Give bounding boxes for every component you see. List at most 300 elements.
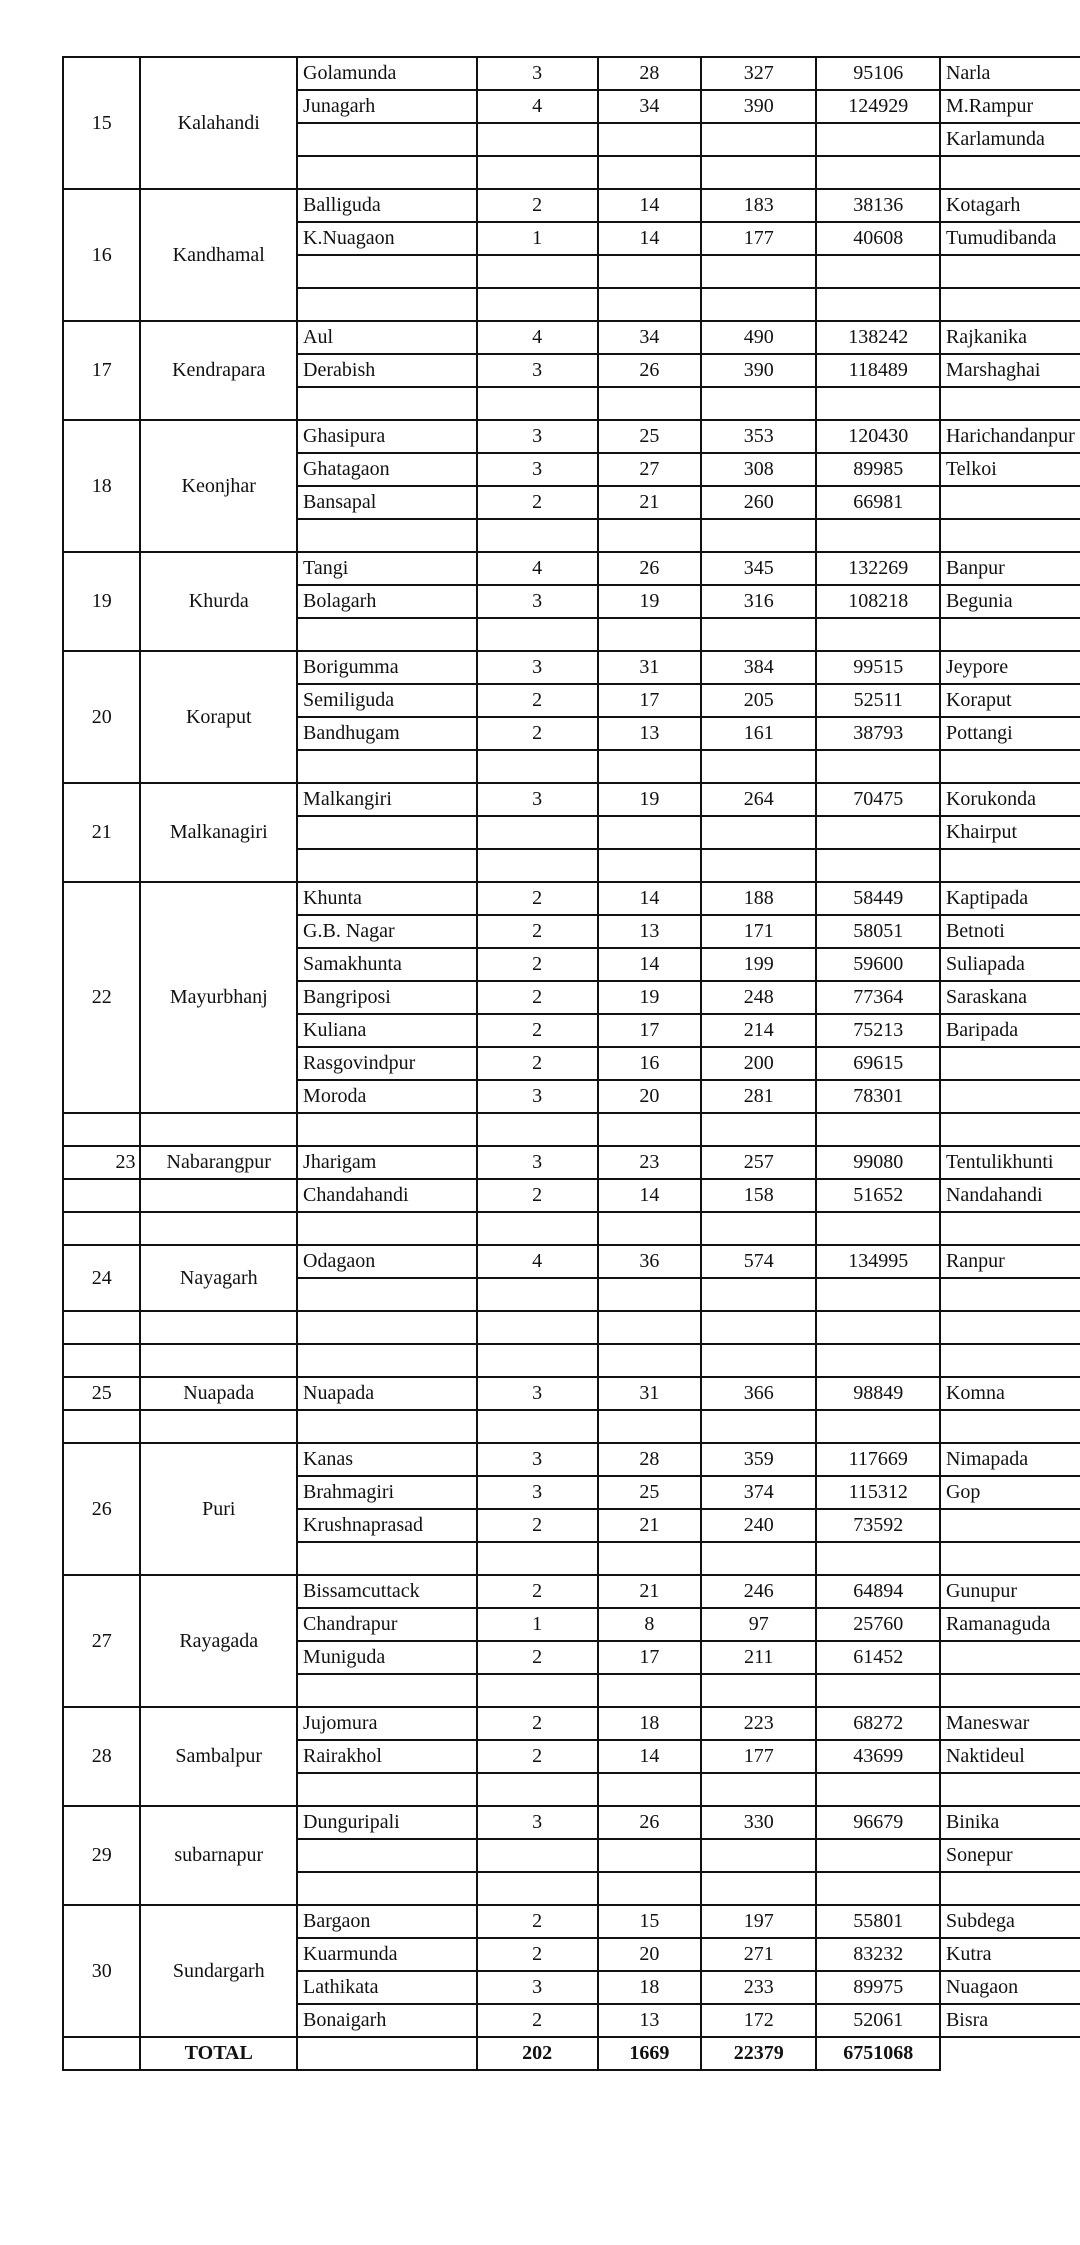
count-c-cell: 366 bbox=[701, 1377, 816, 1410]
block-cell bbox=[297, 519, 476, 552]
count-b-cell: 19 bbox=[598, 783, 701, 816]
count-a-cell: 2 bbox=[477, 189, 598, 222]
count-c-cell: 223 bbox=[701, 1707, 816, 1740]
count-a-cell: 2 bbox=[477, 1938, 598, 1971]
population-cell bbox=[816, 1542, 940, 1575]
count-b-cell: 18 bbox=[598, 1707, 701, 1740]
population-cell bbox=[816, 123, 940, 156]
count-a-cell: 2 bbox=[477, 1707, 598, 1740]
town-cell bbox=[940, 1080, 1080, 1113]
count-a-cell bbox=[477, 1773, 598, 1806]
count-a-cell bbox=[477, 519, 598, 552]
total-blank-cell bbox=[297, 2037, 476, 2070]
population-cell: 99515 bbox=[816, 651, 940, 684]
count-b-cell: 16 bbox=[598, 1047, 701, 1080]
count-b-cell: 13 bbox=[598, 2004, 701, 2037]
population-cell: 89975 bbox=[816, 1971, 940, 2004]
count-a-cell: 2 bbox=[477, 948, 598, 981]
count-a-cell: 2 bbox=[477, 717, 598, 750]
town-cell: Begunia bbox=[940, 585, 1080, 618]
count-b-cell: 14 bbox=[598, 948, 701, 981]
table-row bbox=[63, 321, 1080, 354]
count-c-cell: 200 bbox=[701, 1047, 816, 1080]
count-c-cell bbox=[701, 816, 816, 849]
count-b-cell: 26 bbox=[598, 1806, 701, 1839]
serial-number-cell: 20 bbox=[63, 651, 140, 783]
population-cell: 117669 bbox=[816, 1443, 940, 1476]
count-a-cell: 2 bbox=[477, 2004, 598, 2037]
block-cell bbox=[297, 1344, 476, 1377]
serial-number-cell: 25 bbox=[63, 1377, 140, 1410]
count-a-cell bbox=[477, 156, 598, 189]
count-a-cell: 4 bbox=[477, 321, 598, 354]
block-cell bbox=[297, 1278, 476, 1311]
count-a-cell bbox=[477, 618, 598, 651]
town-cell bbox=[940, 1509, 1080, 1542]
count-b-cell: 14 bbox=[598, 1740, 701, 1773]
block-cell: Odagaon bbox=[297, 1245, 476, 1278]
count-a-cell: 3 bbox=[477, 1806, 598, 1839]
block-cell: Semiliguda bbox=[297, 684, 476, 717]
population-cell: 25760 bbox=[816, 1608, 940, 1641]
count-b-cell: 34 bbox=[598, 321, 701, 354]
block-cell bbox=[297, 1542, 476, 1575]
count-b-cell: 20 bbox=[598, 1080, 701, 1113]
table-row bbox=[63, 1575, 1080, 1608]
count-c-cell: 199 bbox=[701, 948, 816, 981]
count-c-cell bbox=[701, 387, 816, 420]
count-c-cell: 359 bbox=[701, 1443, 816, 1476]
district-cell bbox=[140, 1179, 297, 1212]
block-cell: Jujomura bbox=[297, 1707, 476, 1740]
count-c-cell: 246 bbox=[701, 1575, 816, 1608]
population-cell: 52061 bbox=[816, 2004, 940, 2037]
count-c-cell: 211 bbox=[701, 1641, 816, 1674]
count-b-cell: 26 bbox=[598, 354, 701, 387]
district-cell: Kalahandi bbox=[140, 57, 297, 189]
population-cell bbox=[816, 1773, 940, 1806]
town-cell: Jeypore bbox=[940, 651, 1080, 684]
district-cell: Sambalpur bbox=[140, 1707, 297, 1806]
total-blank-cell bbox=[63, 2037, 140, 2070]
population-cell bbox=[816, 288, 940, 321]
population-cell bbox=[816, 1212, 940, 1245]
count-b-cell bbox=[598, 750, 701, 783]
block-cell bbox=[297, 1113, 476, 1146]
serial-number-cell bbox=[63, 1344, 140, 1377]
block-cell bbox=[297, 849, 476, 882]
block-cell: Kanas bbox=[297, 1443, 476, 1476]
town-cell: Baripada bbox=[940, 1014, 1080, 1047]
serial-number-cell bbox=[63, 1113, 140, 1146]
block-cell: Chandrapur bbox=[297, 1608, 476, 1641]
district-cell: Nabarangpur bbox=[140, 1146, 297, 1179]
town-cell: Sonepur bbox=[940, 1839, 1080, 1872]
count-c-cell: 248 bbox=[701, 981, 816, 1014]
count-b-cell: 14 bbox=[598, 222, 701, 255]
count-a-cell: 2 bbox=[477, 1641, 598, 1674]
population-cell: 89985 bbox=[816, 453, 940, 486]
count-a-cell: 2 bbox=[477, 1179, 598, 1212]
population-cell: 124929 bbox=[816, 90, 940, 123]
district-cell: Nuapada bbox=[140, 1377, 297, 1410]
table-row bbox=[63, 420, 1080, 453]
population-cell: 51652 bbox=[816, 1179, 940, 1212]
count-c-cell bbox=[701, 255, 816, 288]
population-cell bbox=[816, 255, 940, 288]
town-cell: Karlamunda bbox=[940, 123, 1080, 156]
serial-number-cell: 19 bbox=[63, 552, 140, 651]
town-cell: Maneswar bbox=[940, 1707, 1080, 1740]
count-b-cell bbox=[598, 387, 701, 420]
district-cell: Khurda bbox=[140, 552, 297, 651]
district-cell bbox=[140, 1212, 297, 1245]
count-a-cell: 4 bbox=[477, 90, 598, 123]
population-cell: 38793 bbox=[816, 717, 940, 750]
count-a-cell: 4 bbox=[477, 1245, 598, 1278]
block-cell: Golamunda bbox=[297, 57, 476, 90]
count-a-cell bbox=[477, 1344, 598, 1377]
count-a-cell: 3 bbox=[477, 1476, 598, 1509]
count-a-cell: 3 bbox=[477, 420, 598, 453]
count-b-cell bbox=[598, 1113, 701, 1146]
count-b-cell bbox=[598, 156, 701, 189]
count-c-cell bbox=[701, 1410, 816, 1443]
block-cell: Borigumma bbox=[297, 651, 476, 684]
count-a-cell: 2 bbox=[477, 1047, 598, 1080]
population-cell bbox=[816, 387, 940, 420]
town-cell: Tumudibanda bbox=[940, 222, 1080, 255]
count-b-cell: 28 bbox=[598, 1443, 701, 1476]
block-cell bbox=[297, 1212, 476, 1245]
serial-number-cell: 27 bbox=[63, 1575, 140, 1707]
table-row bbox=[63, 882, 1080, 915]
block-cell: Bansapal bbox=[297, 486, 476, 519]
total-label: TOTAL bbox=[140, 2037, 297, 2070]
count-a-cell bbox=[477, 1113, 598, 1146]
population-cell: 58051 bbox=[816, 915, 940, 948]
town-cell: Nimapada bbox=[940, 1443, 1080, 1476]
block-cell: Nuapada bbox=[297, 1377, 476, 1410]
table-row bbox=[63, 189, 1080, 222]
population-cell: 52511 bbox=[816, 684, 940, 717]
town-cell: Naktideul bbox=[940, 1740, 1080, 1773]
count-a-cell: 3 bbox=[477, 354, 598, 387]
population-cell: 75213 bbox=[816, 1014, 940, 1047]
count-a-cell: 3 bbox=[477, 1080, 598, 1113]
district-cell: subarnapur bbox=[140, 1806, 297, 1905]
town-cell: M.Rampur bbox=[940, 90, 1080, 123]
table-row bbox=[63, 1146, 1080, 1179]
table-row bbox=[63, 1905, 1080, 1938]
population-cell bbox=[816, 849, 940, 882]
total-value-cell: 6751068 bbox=[816, 2037, 940, 2070]
block-cell: Bissamcuttack bbox=[297, 1575, 476, 1608]
count-b-cell: 14 bbox=[598, 1179, 701, 1212]
count-a-cell: 1 bbox=[477, 222, 598, 255]
town-cell: Bisra bbox=[940, 2004, 1080, 2037]
count-b-cell: 18 bbox=[598, 1971, 701, 2004]
count-a-cell: 3 bbox=[477, 57, 598, 90]
count-a-cell: 3 bbox=[477, 651, 598, 684]
block-cell: Derabish bbox=[297, 354, 476, 387]
population-cell: 59600 bbox=[816, 948, 940, 981]
population-cell: 78301 bbox=[816, 1080, 940, 1113]
population-cell bbox=[816, 1872, 940, 1905]
block-cell: Chandahandi bbox=[297, 1179, 476, 1212]
town-cell bbox=[940, 156, 1080, 189]
count-b-cell bbox=[598, 255, 701, 288]
population-cell: 70475 bbox=[816, 783, 940, 816]
town-cell bbox=[940, 618, 1080, 651]
town-cell bbox=[940, 255, 1080, 288]
count-c-cell: 97 bbox=[701, 1608, 816, 1641]
block-cell: Jharigam bbox=[297, 1146, 476, 1179]
count-b-cell: 13 bbox=[598, 915, 701, 948]
count-a-cell bbox=[477, 1542, 598, 1575]
table-body bbox=[63, 57, 1080, 2070]
count-b-cell bbox=[598, 1773, 701, 1806]
count-a-cell bbox=[477, 1278, 598, 1311]
population-cell bbox=[816, 519, 940, 552]
table-row bbox=[63, 1311, 1080, 1344]
count-b-cell: 27 bbox=[598, 453, 701, 486]
count-c-cell: 316 bbox=[701, 585, 816, 618]
count-b-cell: 17 bbox=[598, 1641, 701, 1674]
count-a-cell: 1 bbox=[477, 1608, 598, 1641]
count-c-cell: 574 bbox=[701, 1245, 816, 1278]
population-cell bbox=[816, 1410, 940, 1443]
block-cell: Lathikata bbox=[297, 1971, 476, 2004]
town-cell: Telkoi bbox=[940, 453, 1080, 486]
serial-number-cell: 16 bbox=[63, 189, 140, 321]
count-c-cell: 188 bbox=[701, 882, 816, 915]
count-a-cell: 2 bbox=[477, 882, 598, 915]
count-b-cell: 17 bbox=[598, 1014, 701, 1047]
count-b-cell: 14 bbox=[598, 189, 701, 222]
count-b-cell bbox=[598, 1872, 701, 1905]
block-cell bbox=[297, 1311, 476, 1344]
population-cell: 77364 bbox=[816, 981, 940, 1014]
block-cell: Rairakhol bbox=[297, 1740, 476, 1773]
population-cell: 69615 bbox=[816, 1047, 940, 1080]
count-a-cell bbox=[477, 816, 598, 849]
town-cell: Harichandanpur bbox=[940, 420, 1080, 453]
district-cell: Nayagarh bbox=[140, 1245, 297, 1311]
block-cell: Bangriposi bbox=[297, 981, 476, 1014]
block-cell: Balliguda bbox=[297, 189, 476, 222]
population-cell bbox=[816, 750, 940, 783]
block-cell: Bargaon bbox=[297, 1905, 476, 1938]
count-a-cell: 3 bbox=[477, 1443, 598, 1476]
count-a-cell: 2 bbox=[477, 1905, 598, 1938]
count-a-cell: 2 bbox=[477, 1575, 598, 1608]
serial-number-cell: 17 bbox=[63, 321, 140, 420]
town-cell: Koraput bbox=[940, 684, 1080, 717]
count-a-cell: 2 bbox=[477, 1740, 598, 1773]
count-c-cell: 374 bbox=[701, 1476, 816, 1509]
district-cell: Malkanagiri bbox=[140, 783, 297, 882]
population-cell: 61452 bbox=[816, 1641, 940, 1674]
district-cell: Mayurbhanj bbox=[140, 882, 297, 1113]
count-c-cell: 257 bbox=[701, 1146, 816, 1179]
town-cell bbox=[940, 1542, 1080, 1575]
count-c-cell: 233 bbox=[701, 1971, 816, 2004]
block-cell bbox=[297, 1773, 476, 1806]
count-b-cell bbox=[598, 1410, 701, 1443]
block-cell bbox=[297, 288, 476, 321]
count-a-cell bbox=[477, 1839, 598, 1872]
count-a-cell bbox=[477, 387, 598, 420]
count-b-cell: 19 bbox=[598, 585, 701, 618]
block-cell: Junagarh bbox=[297, 90, 476, 123]
count-b-cell: 21 bbox=[598, 1575, 701, 1608]
table-row bbox=[63, 57, 1080, 90]
town-cell bbox=[940, 1872, 1080, 1905]
population-cell: 40608 bbox=[816, 222, 940, 255]
count-a-cell bbox=[477, 1674, 598, 1707]
count-a-cell: 3 bbox=[477, 783, 598, 816]
count-a-cell: 3 bbox=[477, 1377, 598, 1410]
count-b-cell: 31 bbox=[598, 1377, 701, 1410]
block-cell bbox=[297, 1839, 476, 1872]
population-cell: 99080 bbox=[816, 1146, 940, 1179]
serial-number-cell: 15 bbox=[63, 57, 140, 189]
count-c-cell: 390 bbox=[701, 90, 816, 123]
block-cell: Ghatagaon bbox=[297, 453, 476, 486]
count-a-cell bbox=[477, 1212, 598, 1245]
block-cell bbox=[297, 1674, 476, 1707]
town-cell: Banpur bbox=[940, 552, 1080, 585]
total-value-cell: 22379 bbox=[701, 2037, 816, 2070]
count-b-cell: 8 bbox=[598, 1608, 701, 1641]
block-cell: Moroda bbox=[297, 1080, 476, 1113]
town-cell: Khairput bbox=[940, 816, 1080, 849]
town-cell: Komna bbox=[940, 1377, 1080, 1410]
count-c-cell bbox=[701, 1839, 816, 1872]
serial-number-cell bbox=[63, 1410, 140, 1443]
town-cell bbox=[940, 1113, 1080, 1146]
block-cell: Muniguda bbox=[297, 1641, 476, 1674]
population-cell bbox=[816, 1839, 940, 1872]
block-cell: G.B. Nagar bbox=[297, 915, 476, 948]
population-cell: 68272 bbox=[816, 1707, 940, 1740]
block-cell: Kuarmunda bbox=[297, 1938, 476, 1971]
count-c-cell bbox=[701, 288, 816, 321]
count-a-cell: 4 bbox=[477, 552, 598, 585]
population-cell: 38136 bbox=[816, 189, 940, 222]
population-cell bbox=[816, 1344, 940, 1377]
count-c-cell: 330 bbox=[701, 1806, 816, 1839]
serial-number-cell: 30 bbox=[63, 1905, 140, 2037]
population-cell bbox=[816, 618, 940, 651]
count-b-cell bbox=[598, 1278, 701, 1311]
town-cell bbox=[940, 387, 1080, 420]
town-cell bbox=[940, 1674, 1080, 1707]
town-cell bbox=[940, 1212, 1080, 1245]
town-cell: Tentulikhunti bbox=[940, 1146, 1080, 1179]
count-a-cell bbox=[477, 288, 598, 321]
block-cell: Aul bbox=[297, 321, 476, 354]
serial-number-cell bbox=[63, 1311, 140, 1344]
count-b-cell bbox=[598, 1311, 701, 1344]
count-c-cell: 171 bbox=[701, 915, 816, 948]
count-b-cell: 20 bbox=[598, 1938, 701, 1971]
count-a-cell: 2 bbox=[477, 1014, 598, 1047]
population-cell bbox=[816, 816, 940, 849]
town-cell: Marshaghai bbox=[940, 354, 1080, 387]
count-c-cell: 197 bbox=[701, 1905, 816, 1938]
table-row bbox=[63, 783, 1080, 816]
town-cell bbox=[940, 1641, 1080, 1674]
town-cell: Gunupur bbox=[940, 1575, 1080, 1608]
count-c-cell: 260 bbox=[701, 486, 816, 519]
town-cell: Ranpur bbox=[940, 1245, 1080, 1278]
count-c-cell bbox=[701, 750, 816, 783]
count-c-cell: 172 bbox=[701, 2004, 816, 2037]
table-row bbox=[63, 1245, 1080, 1278]
town-cell bbox=[940, 750, 1080, 783]
town-cell bbox=[940, 1410, 1080, 1443]
count-b-cell bbox=[598, 1344, 701, 1377]
town-cell: Suliapada bbox=[940, 948, 1080, 981]
town-cell bbox=[940, 288, 1080, 321]
count-c-cell bbox=[701, 1674, 816, 1707]
serial-number-cell: 21 bbox=[63, 783, 140, 882]
block-cell: Samakhunta bbox=[297, 948, 476, 981]
count-b-cell: 15 bbox=[598, 1905, 701, 1938]
block-cell: Krushnaprasad bbox=[297, 1509, 476, 1542]
count-a-cell: 3 bbox=[477, 1971, 598, 2004]
count-c-cell bbox=[701, 123, 816, 156]
count-b-cell bbox=[598, 1674, 701, 1707]
count-a-cell bbox=[477, 123, 598, 156]
count-c-cell bbox=[701, 1278, 816, 1311]
count-c-cell bbox=[701, 1344, 816, 1377]
town-cell: Korukonda bbox=[940, 783, 1080, 816]
town-cell bbox=[940, 1047, 1080, 1080]
total-value-cell: 1669 bbox=[598, 2037, 701, 2070]
town-cell: Kotagarh bbox=[940, 189, 1080, 222]
block-cell: Ghasipura bbox=[297, 420, 476, 453]
count-a-cell bbox=[477, 1872, 598, 1905]
count-b-cell: 36 bbox=[598, 1245, 701, 1278]
population-cell: 108218 bbox=[816, 585, 940, 618]
count-c-cell bbox=[701, 1542, 816, 1575]
count-b-cell: 21 bbox=[598, 486, 701, 519]
count-c-cell: 390 bbox=[701, 354, 816, 387]
population-cell: 98849 bbox=[816, 1377, 940, 1410]
count-c-cell: 264 bbox=[701, 783, 816, 816]
table-row bbox=[63, 552, 1080, 585]
block-cell: Khunta bbox=[297, 882, 476, 915]
table-row bbox=[63, 1212, 1080, 1245]
district-cell bbox=[140, 1311, 297, 1344]
count-a-cell bbox=[477, 750, 598, 783]
count-c-cell: 345 bbox=[701, 552, 816, 585]
count-b-cell: 25 bbox=[598, 420, 701, 453]
count-c-cell: 177 bbox=[701, 1740, 816, 1773]
count-c-cell bbox=[701, 618, 816, 651]
count-c-cell bbox=[701, 1113, 816, 1146]
count-b-cell: 14 bbox=[598, 882, 701, 915]
count-a-cell: 3 bbox=[477, 1146, 598, 1179]
population-cell: 83232 bbox=[816, 1938, 940, 1971]
count-b-cell: 23 bbox=[598, 1146, 701, 1179]
table-row bbox=[63, 651, 1080, 684]
count-b-cell: 17 bbox=[598, 684, 701, 717]
town-cell: Pottangi bbox=[940, 717, 1080, 750]
